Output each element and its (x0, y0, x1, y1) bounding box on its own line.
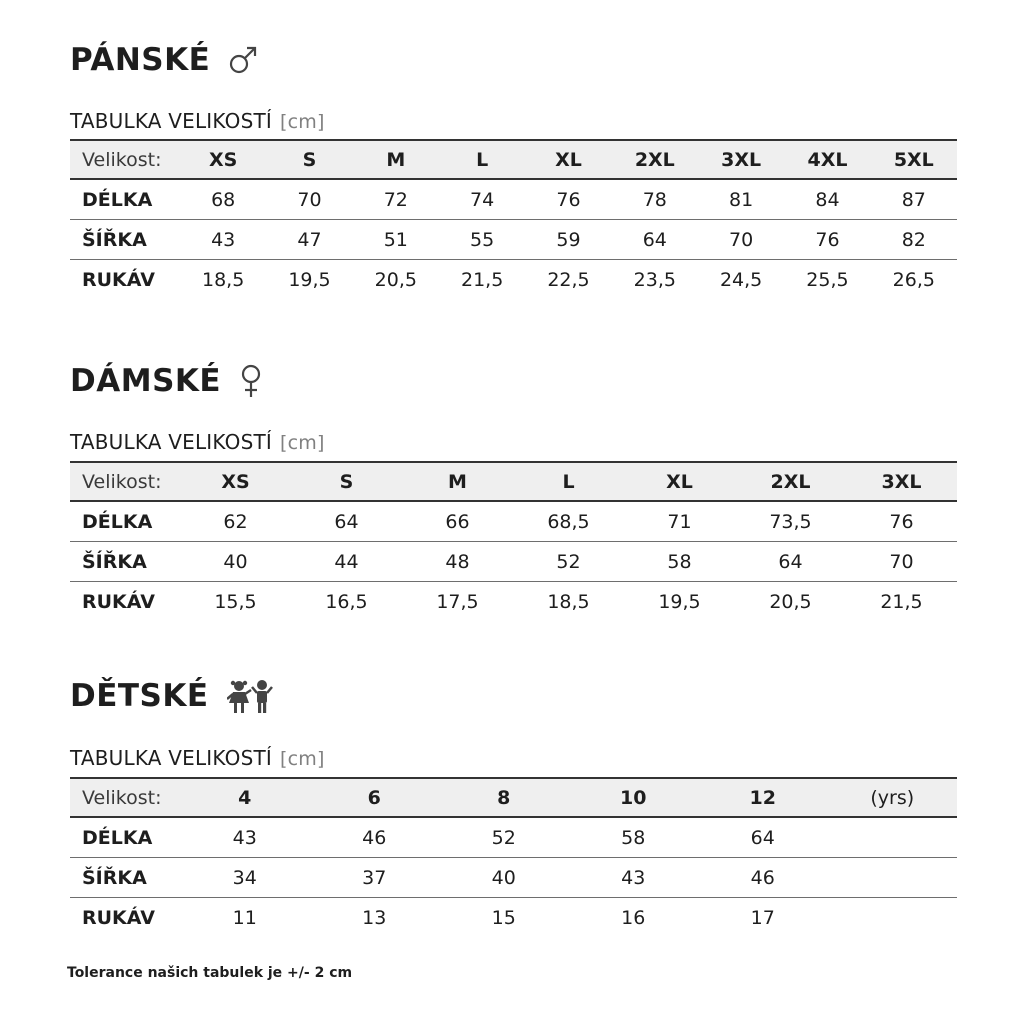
section-title-men (70, 42, 258, 78)
value-cell: 64 (612, 220, 698, 260)
size-cell: 4XL (784, 140, 870, 179)
section-title-text: PÁNSKÉ (70, 42, 211, 78)
value-cell: 71 (624, 501, 735, 542)
section-title-women (70, 363, 263, 399)
empty-cell (828, 858, 958, 898)
size-table-subtitle (70, 746, 325, 771)
value-cell: 48 (402, 542, 513, 582)
empty-cell (828, 898, 958, 938)
value-cell: 84 (784, 179, 870, 220)
size-table-kids (70, 777, 957, 937)
size-table-men (70, 139, 957, 299)
section-title-text: DÁMSKÉ (70, 363, 222, 399)
value-cell: 20,5 (374, 268, 417, 291)
value-cell: 15 (491, 906, 516, 929)
size-cell: 10 (569, 778, 699, 817)
subtitle-text: TABULKA VELIKOSTÍ (70, 746, 272, 770)
value-cell: 87 (871, 179, 957, 220)
subtitle-text: TABULKA VELIKOSTÍ (70, 430, 272, 454)
size-cell: XL (624, 462, 735, 501)
section-title-text: DĚTSKÉ (70, 678, 209, 714)
section-title-kids (70, 677, 273, 715)
size-cell: M (402, 462, 513, 501)
value-cell: 51 (353, 220, 439, 260)
value-cell: 18,5 (202, 268, 245, 291)
table-row (70, 220, 957, 260)
value-cell: 58 (569, 817, 699, 858)
size-table-subtitle (70, 430, 325, 455)
size-cell: 2XL (612, 140, 698, 179)
value-cell: 37 (310, 858, 440, 898)
value-cell: 24,5 (719, 268, 763, 291)
size-cell: 3XL (846, 462, 957, 501)
value-cell: 43 (569, 858, 699, 898)
size-header-row (70, 778, 957, 817)
size-cell: 6 (310, 778, 440, 817)
size-cell: 5XL (871, 140, 957, 179)
value-cell: 70 (846, 542, 957, 582)
value-cell: 52 (513, 542, 624, 582)
size-cell: M (353, 140, 439, 179)
value-cell: 68 (180, 179, 266, 220)
size-header-row (70, 462, 957, 501)
value-cell: 19,5 (658, 590, 701, 613)
value-cell: 26,5 (892, 268, 935, 291)
size-cell: S (266, 140, 352, 179)
row-label: DÉLKA (70, 501, 180, 542)
value-cell: 16,5 (325, 590, 368, 613)
value-cell: 82 (871, 220, 957, 260)
size-cell: XS (180, 140, 266, 179)
children-icon (227, 677, 273, 715)
size-cell: 8 (439, 778, 569, 817)
table-row (70, 542, 957, 582)
value-cell: 34 (180, 858, 310, 898)
value-cell: 59 (525, 220, 611, 260)
value-cell: 68,5 (513, 501, 624, 542)
value-cell: 44 (291, 542, 402, 582)
value-cell: 18,5 (547, 590, 590, 613)
size-cell: XS (180, 462, 291, 501)
table-row (70, 179, 957, 220)
size-cell: L (513, 462, 624, 501)
table-row (70, 582, 957, 622)
value-cell: 17,5 (436, 590, 479, 613)
row-label: DÉLKA (70, 179, 180, 220)
value-cell: 19,5 (288, 268, 331, 291)
value-cell: 64 (698, 817, 828, 858)
value-cell: 13 (362, 906, 387, 929)
value-cell: 64 (735, 542, 846, 582)
value-cell: 21,5 (460, 268, 504, 291)
value-cell: 55 (439, 220, 525, 260)
header-label: Velikost: (70, 778, 180, 817)
value-cell: 43 (180, 817, 310, 858)
value-cell: 64 (291, 501, 402, 542)
size-cell: 4 (180, 778, 310, 817)
value-cell: 66 (402, 501, 513, 542)
value-cell: 22,5 (547, 268, 590, 291)
value-cell: 47 (266, 220, 352, 260)
row-label: RUKÁV (82, 906, 155, 929)
value-cell: 46 (698, 858, 828, 898)
table-row (70, 858, 957, 898)
female-symbol-icon (239, 363, 263, 399)
value-cell: 72 (353, 179, 439, 220)
value-cell: 58 (624, 542, 735, 582)
value-cell: 73,5 (735, 501, 846, 542)
male-symbol-icon (228, 45, 258, 75)
tolerance-footnote: Tolerance našich tabulek je +/- 2 cm (67, 965, 353, 981)
value-cell: 76 (784, 220, 870, 260)
value-cell: 17 (750, 906, 775, 929)
value-cell: 78 (612, 179, 698, 220)
size-cell: 12 (698, 778, 828, 817)
row-label: RUKÁV (82, 590, 155, 613)
size-header-row (70, 140, 957, 179)
value-cell: 21,5 (880, 590, 923, 613)
value-cell: 70 (266, 179, 352, 220)
value-cell: 81 (698, 179, 784, 220)
size-table-women (70, 461, 957, 621)
value-cell: 76 (525, 179, 611, 220)
empty-cell (828, 817, 958, 858)
row-label: ŠÍŘKA (70, 542, 180, 582)
subtitle-text: TABULKA VELIKOSTÍ (70, 109, 272, 133)
table-row (70, 260, 957, 300)
value-cell: 43 (180, 220, 266, 260)
table-row (70, 898, 957, 938)
table-row (70, 817, 957, 858)
value-cell: 16 (621, 906, 646, 929)
unit-label: [cm] (279, 432, 325, 454)
size-cell: XL (525, 140, 611, 179)
value-cell: 15,5 (214, 590, 257, 613)
row-label: RUKÁV (82, 268, 155, 291)
row-label: ŠÍŘKA (70, 858, 180, 898)
size-unit-suffix: (yrs) (828, 778, 958, 817)
unit-label: [cm] (279, 748, 325, 770)
value-cell: 11 (232, 906, 257, 929)
row-label: ŠÍŘKA (70, 220, 180, 260)
row-label: DÉLKA (70, 817, 180, 858)
value-cell: 74 (439, 179, 525, 220)
unit-label: [cm] (279, 111, 325, 133)
size-cell: 2XL (735, 462, 846, 501)
value-cell: 23,5 (633, 268, 676, 291)
header-label: Velikost: (70, 462, 180, 501)
value-cell: 46 (310, 817, 440, 858)
value-cell: 40 (180, 542, 291, 582)
size-table-subtitle (70, 109, 325, 134)
value-cell: 20,5 (769, 590, 812, 613)
value-cell: 25,5 (806, 268, 849, 291)
value-cell: 52 (439, 817, 569, 858)
header-label: Velikost: (70, 140, 180, 179)
value-cell: 40 (439, 858, 569, 898)
size-cell: L (439, 140, 525, 179)
size-cell: 3XL (698, 140, 784, 179)
value-cell: 76 (846, 501, 957, 542)
table-row (70, 501, 957, 542)
value-cell: 70 (698, 220, 784, 260)
size-cell: S (291, 462, 402, 501)
value-cell: 62 (180, 501, 291, 542)
